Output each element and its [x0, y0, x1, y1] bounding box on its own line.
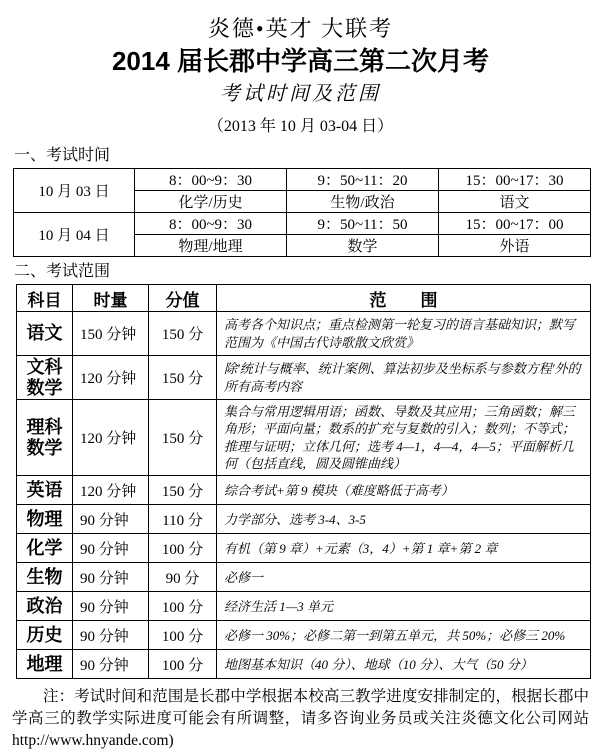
score-cell: 110 分 — [149, 505, 217, 534]
subject-cell: 英语 — [17, 476, 73, 505]
column-header-subject: 科目 — [17, 285, 73, 312]
score-cell: 150 分 — [149, 476, 217, 505]
subject-cell: 语文 — [17, 312, 73, 356]
score-cell: 100 分 — [149, 592, 217, 621]
table-row — [17, 534, 591, 563]
score-cell: 100 分 — [149, 621, 217, 650]
exam-time-cell: 9：50~11：50 — [287, 213, 439, 235]
duration-cell: 90 分钟 — [73, 592, 149, 621]
scope-cell: 必修一 — [217, 563, 591, 592]
scope-cell: 有机（第 9 章）+元素（3，4）+第 1 章+第 2 章 — [217, 534, 591, 563]
duration-cell: 120 分钟 — [73, 476, 149, 505]
exam-date-cell: 10 月 04 日 — [14, 213, 135, 257]
section-heading-exam-time: 一、考试时间 — [14, 147, 111, 164]
exam-time-cell: 15：00~17：00 — [439, 213, 591, 235]
table-row — [17, 476, 591, 505]
score-cell: 100 分 — [149, 650, 217, 679]
subject-cell: 文科数学 — [17, 356, 73, 400]
score-cell: 150 分 — [149, 400, 217, 476]
score-cell: 90 分 — [149, 563, 217, 592]
table-row — [17, 312, 591, 356]
exam-subject-cell: 数学 — [287, 235, 439, 257]
exam-subject-cell: 物理/地理 — [135, 235, 287, 257]
table-row — [17, 650, 591, 679]
exam-subject-cell: 语文 — [439, 191, 591, 213]
table-row — [17, 621, 591, 650]
brand-title: 炎德•英才 大联考 — [207, 16, 394, 41]
scope-cell: 高考各个知识点；重点检测第一轮复习的语言基础知识；默写范围为《中国古代诗歌散文欣赏》 — [217, 312, 591, 356]
column-header-duration: 时量 — [73, 285, 149, 312]
scope-cell: 综合考试+第 9 模块（难度略低于高考） — [217, 476, 591, 505]
duration-cell: 150 分钟 — [73, 312, 149, 356]
score-cell: 150 分 — [149, 356, 217, 400]
exam-date-line: （2013 年 10 月 03-04 日） — [207, 118, 394, 135]
table-row — [14, 169, 591, 191]
section-heading-exam-scope: 二、考试范围 — [14, 263, 111, 280]
score-cell: 100 分 — [149, 534, 217, 563]
duration-cell: 120 分钟 — [73, 400, 149, 476]
subtitle: 考试时间及范围 — [220, 83, 381, 105]
duration-cell: 90 分钟 — [73, 534, 149, 563]
exam-time-table — [13, 168, 591, 257]
subject-cell: 政治 — [17, 592, 73, 621]
exam-time-cell: 9：50~11：20 — [287, 169, 439, 191]
footer-note: 注：考试时间和范围是长郡中学根据本校高三教学进度安排制定的，根据长郡中学高三的教学实际进度可能会有所调整，请多咨询业务员或关注炎德文化公司网站 http://www.hnyande.com) — [12, 688, 589, 750]
table-row — [17, 505, 591, 534]
duration-cell: 120 分钟 — [73, 356, 149, 400]
scope-cell: 除'统计与概率、统计案例、算法初步及坐标系与参数方程'外的所有高考内容 — [217, 356, 591, 400]
exam-subject-cell: 外语 — [439, 235, 591, 257]
exam-subject-cell: 化学/历史 — [135, 191, 287, 213]
subject-cell: 理科数学 — [17, 400, 73, 476]
exam-scope-table — [16, 284, 591, 679]
table-header-row — [17, 285, 591, 312]
table-row — [17, 400, 591, 476]
subject-cell: 历史 — [17, 621, 73, 650]
subject-cell: 物理 — [17, 505, 73, 534]
subject-cell: 生物 — [17, 563, 73, 592]
duration-cell: 90 分钟 — [73, 563, 149, 592]
column-header-scope: 范 围 — [217, 285, 591, 312]
exam-time-cell: 8：00~9：30 — [135, 213, 287, 235]
table-row — [14, 213, 591, 235]
score-cell: 150 分 — [149, 312, 217, 356]
exam-time-cell: 15：00~17：30 — [439, 169, 591, 191]
scope-cell: 集合与常用逻辑用语；函数、导数及其应用；三角函数；解三角形；平面向量；数系的扩充与复数的引入；数列；不等式；推理与证明；立体几何；选考 4—1，4—4，4—5；平面解析几何（包括直线，圆及圆锥曲线） — [217, 400, 591, 476]
scope-cell: 地图基本知识（40 分）、地球（10 分）、大气（50 分） — [217, 650, 591, 679]
table-row — [17, 563, 591, 592]
subject-cell: 地理 — [17, 650, 73, 679]
scope-cell: 必修一 30%；必修二第一到第五单元，共 50%；必修三 20% — [217, 621, 591, 650]
duration-cell: 90 分钟 — [73, 621, 149, 650]
scope-cell: 经济生活 1—3 单元 — [217, 592, 591, 621]
exam-time-cell: 8：00~9：30 — [135, 169, 287, 191]
duration-cell: 90 分钟 — [73, 505, 149, 534]
table-row — [17, 356, 591, 400]
exam-subject-cell: 生物/政治 — [287, 191, 439, 213]
scope-cell: 力学部分、选考 3-4、3-5 — [217, 505, 591, 534]
column-header-score: 分值 — [149, 285, 217, 312]
duration-cell: 90 分钟 — [73, 650, 149, 679]
main-title: 2014 届长郡中学高三第二次月考 — [111, 46, 490, 76]
subject-cell: 化学 — [17, 534, 73, 563]
table-row — [17, 592, 591, 621]
exam-date-cell: 10 月 03 日 — [14, 169, 135, 213]
